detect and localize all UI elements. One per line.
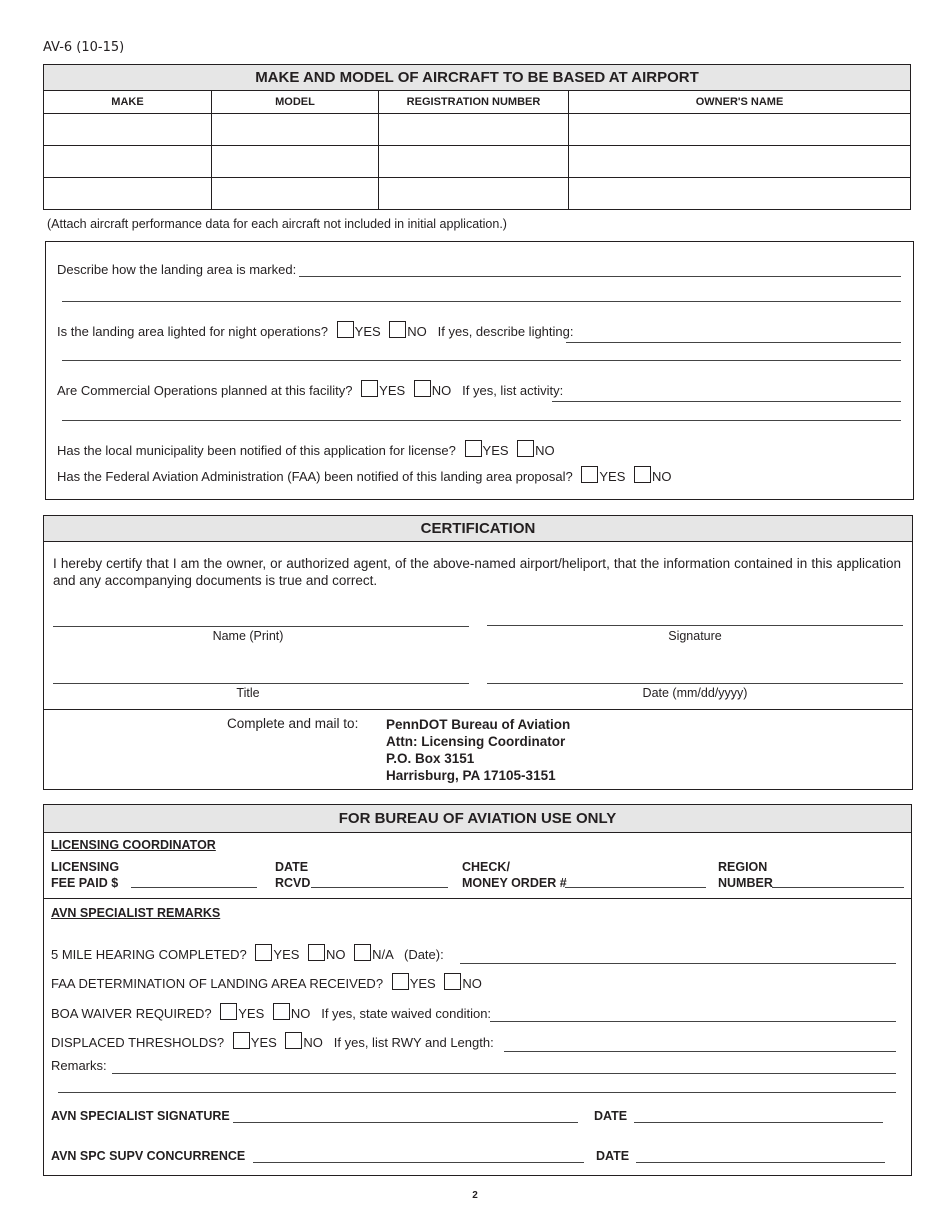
faa-determination-yes-checkbox[interactable]	[392, 973, 409, 990]
hearing-question: 5 MILE HEARING COMPLETED?	[51, 947, 247, 962]
municipality-yes-checkbox[interactable]	[465, 440, 482, 457]
column-header-model: MODEL	[212, 91, 379, 114]
title-input[interactable]	[53, 683, 469, 684]
commercial-activity-input[interactable]	[552, 401, 901, 402]
no-label: NO	[303, 1035, 323, 1050]
lighting-description-input-2[interactable]	[62, 360, 901, 361]
money-order-input[interactable]	[565, 887, 706, 888]
licensing-coordinator-heading: LICENSING COORDINATOR	[51, 838, 216, 852]
lighting-question-row	[57, 321, 574, 339]
registration-cell[interactable]	[379, 178, 569, 210]
commercial-yes-checkbox[interactable]	[361, 380, 378, 397]
boa-waiver-question: BOA WAIVER REQUIRED?	[51, 1006, 212, 1021]
hearing-date-label: (Date):	[403, 947, 444, 962]
no-label: NO	[652, 469, 672, 484]
faa-determination-no-checkbox[interactable]	[444, 973, 461, 990]
signature-label: Signature	[668, 629, 722, 643]
check-line2: MONEY ORDER #	[462, 876, 567, 890]
aircraft-table-title: MAKE AND MODEL OF AIRCRAFT TO BE BASED AT AIRPORT	[44, 65, 911, 91]
displaced-length-input[interactable]	[504, 1051, 896, 1052]
remarks-input[interactable]	[112, 1073, 896, 1074]
supv-date-label: DATE	[596, 1149, 630, 1163]
fee-paid-label	[51, 859, 119, 891]
hearing-no-checkbox[interactable]	[308, 944, 325, 961]
specialist-date-label: DATE	[594, 1109, 628, 1123]
hearing-yes-checkbox[interactable]	[255, 944, 272, 961]
registration-cell[interactable]	[379, 146, 569, 178]
hearing-date-input[interactable]	[460, 963, 896, 964]
address-line: P.O. Box 3151	[386, 751, 475, 766]
remarks-input-2[interactable]	[58, 1092, 896, 1093]
boa-waiver-row	[51, 1003, 491, 1021]
commercial-question-row	[57, 380, 563, 398]
date-label: Date (mm/dd/yyyy)	[642, 686, 748, 700]
date-rcvd-input[interactable]	[311, 887, 448, 888]
bureau-divider	[44, 898, 911, 899]
owner-cell[interactable]	[569, 178, 911, 210]
yes-label: YES	[379, 383, 406, 398]
mail-divider	[44, 709, 912, 710]
fee-label-line2: FEE PAID $	[51, 876, 119, 890]
faa-question: Has the Federal Aviation Administration (FAA) been notified of this landing area proposal?	[57, 469, 573, 484]
commercial-question: Are Commercial Operations planned at this facility?	[57, 383, 353, 398]
table-row	[44, 146, 911, 178]
boa-condition-input[interactable]	[490, 1021, 896, 1022]
make-cell[interactable]	[44, 178, 212, 210]
owner-cell[interactable]	[569, 146, 911, 178]
yes-label: YES	[354, 324, 381, 339]
certification-statement: I hereby certify that I am the owner, or authorized agent, of the above-named airport/heliport, that the information contained in this application and any accompanying documents is true and correct.	[53, 556, 901, 588]
displaced-row	[51, 1032, 494, 1050]
check-line1: CHECK/	[462, 860, 510, 874]
no-label: NO	[431, 383, 452, 398]
supv-concurrence-input[interactable]	[253, 1162, 584, 1163]
date-input[interactable]	[487, 683, 903, 684]
model-cell[interactable]	[212, 178, 379, 210]
column-header-registration: REGISTRATION NUMBER	[379, 91, 569, 114]
displaced-followup: If yes, list RWY and Length:	[333, 1035, 494, 1050]
owner-cell[interactable]	[569, 114, 911, 146]
commercial-activity-input-2[interactable]	[62, 420, 901, 421]
column-header-make: MAKE	[44, 91, 212, 114]
landing-marked-input-2[interactable]	[62, 301, 901, 302]
specialist-remarks-heading: AVN SPECIALIST REMARKS	[51, 906, 221, 920]
aircraft-table	[43, 64, 911, 210]
yes-label: YES	[250, 1035, 277, 1050]
specialist-signature-input[interactable]	[233, 1122, 578, 1123]
address-line: Harrisburg, PA 17105-3151	[386, 768, 556, 783]
address-line: Attn: Licensing Coordinator	[386, 734, 566, 749]
no-label: NO	[535, 443, 555, 458]
hearing-question-row	[51, 944, 444, 962]
yes-label: YES	[238, 1006, 265, 1021]
region-line2: NUMBER	[718, 876, 773, 890]
specialist-signature-label: AVN SPECIALIST SIGNATURE	[51, 1109, 230, 1123]
title-label: Title	[236, 686, 260, 700]
no-label: NO	[290, 1006, 311, 1021]
displaced-no-checkbox[interactable]	[285, 1032, 302, 1049]
supv-date-input[interactable]	[636, 1162, 885, 1163]
region-label	[718, 859, 773, 891]
signature-input[interactable]	[487, 625, 903, 626]
yes-label: YES	[599, 469, 626, 484]
yes-label: YES	[273, 947, 300, 962]
date-rcvd-line1: DATE	[275, 860, 309, 874]
boa-no-checkbox[interactable]	[273, 1003, 290, 1020]
region-line1: REGION	[718, 860, 768, 874]
date-rcvd-line2: RCVD	[275, 876, 311, 890]
page-number: 2	[472, 1190, 478, 1201]
form-number: AV-6 (10-15)	[43, 40, 125, 55]
lighting-followup: If yes, describe lighting:	[437, 324, 574, 339]
model-cell[interactable]	[212, 146, 379, 178]
name-print-input[interactable]	[53, 626, 469, 627]
na-label: N/A	[372, 947, 394, 962]
remarks-label: Remarks:	[51, 1058, 107, 1073]
registration-cell[interactable]	[379, 114, 569, 146]
faa-no-checkbox[interactable]	[634, 466, 651, 483]
mail-label: Complete and mail to:	[227, 716, 359, 731]
commercial-no-checkbox[interactable]	[414, 380, 431, 397]
make-cell[interactable]	[44, 114, 212, 146]
no-label: NO	[462, 976, 482, 991]
boa-yes-checkbox[interactable]	[220, 1003, 237, 1020]
displaced-yes-checkbox[interactable]	[233, 1032, 250, 1049]
fee-label-line1: LICENSING	[51, 860, 120, 874]
no-label: NO	[407, 324, 427, 339]
name-print-label: Name (Print)	[212, 629, 284, 643]
municipality-no-checkbox[interactable]	[517, 440, 534, 457]
table-row	[44, 178, 911, 210]
mail-address	[386, 716, 570, 784]
municipality-question-row	[57, 440, 555, 458]
check-label	[462, 859, 567, 891]
date-rcvd-label	[275, 859, 310, 891]
landing-marked-question: Describe how the landing area is marked:	[57, 262, 297, 277]
lighting-yes-checkbox[interactable]	[337, 321, 354, 338]
aircraft-note: (Attach aircraft performance data for each aircraft not included in initial application.)	[47, 217, 507, 231]
bureau-title: FOR BUREAU OF AVIATION USE ONLY	[44, 805, 911, 833]
municipality-question: Has the local municipality been notified of this application for license?	[57, 443, 456, 458]
column-header-owner: OWNER'S NAME	[569, 91, 911, 114]
faa-yes-checkbox[interactable]	[581, 466, 598, 483]
yes-label: YES	[409, 976, 436, 991]
model-cell[interactable]	[212, 114, 379, 146]
faa-determination-row	[51, 973, 482, 991]
boa-followup: If yes, state waived condition:	[321, 1006, 492, 1021]
certification-title: CERTIFICATION	[44, 516, 912, 542]
faa-determination-question: FAA DETERMINATION OF LANDING AREA RECEIVED?	[51, 976, 384, 991]
no-label: NO	[326, 947, 346, 962]
yes-label: YES	[482, 443, 509, 458]
lighting-no-checkbox[interactable]	[389, 321, 406, 338]
displaced-question: DISPLACED THRESHOLDS?	[51, 1035, 225, 1050]
table-row	[44, 114, 911, 146]
hearing-na-checkbox[interactable]	[354, 944, 371, 961]
lighting-question: Is the landing area lighted for night operations?	[57, 324, 329, 339]
region-number-input[interactable]	[772, 887, 904, 888]
make-cell[interactable]	[44, 146, 212, 178]
landing-area-section	[45, 241, 914, 500]
faa-question-row	[57, 466, 672, 484]
landing-marked-input[interactable]	[299, 276, 901, 277]
fee-paid-input[interactable]	[131, 887, 257, 888]
address-line: PennDOT Bureau of Aviation	[386, 717, 571, 732]
lighting-description-input[interactable]	[566, 342, 901, 343]
commercial-followup: If yes, list activity:	[462, 383, 564, 398]
specialist-date-input[interactable]	[634, 1122, 883, 1123]
supv-concurrence-label: AVN SPC SUPV CONCURRENCE	[51, 1149, 246, 1163]
